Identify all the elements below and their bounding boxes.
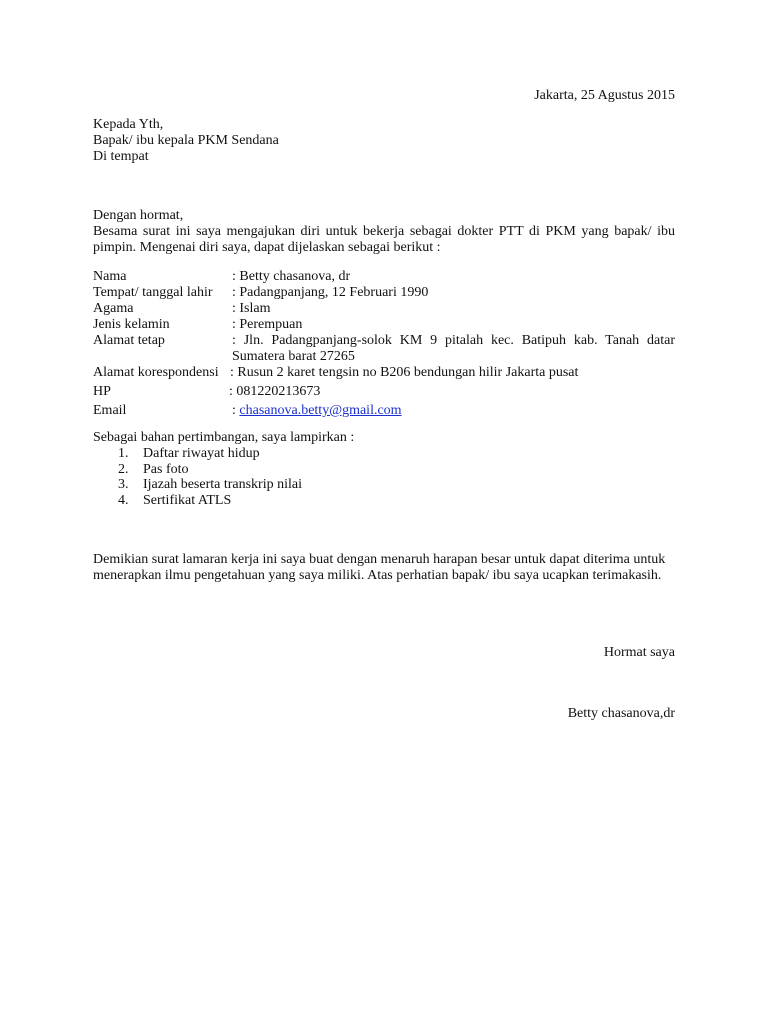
list-number: 3. (118, 477, 129, 492)
detail-row-address (93, 333, 675, 365)
list-number: 4. (118, 492, 129, 508)
attachments-list (93, 446, 354, 508)
detail-label: Alamat korespondensi (93, 365, 219, 380)
list-item (93, 493, 354, 509)
detail-label: Alamat tetap (93, 333, 165, 348)
email-link[interactable]: chasanova.betty@gmail.com (239, 403, 402, 418)
list-text: Sertifikat ATLS (143, 492, 232, 508)
detail-value (232, 403, 675, 419)
list-number: 1. (118, 446, 129, 461)
letter-date: Jakarta, 25 Agustus 2015 (534, 88, 675, 103)
list-text: Pas foto (143, 461, 189, 477)
detail-label: Nama (93, 269, 127, 284)
detail-row-religion (93, 301, 675, 317)
detail-row-name (93, 269, 675, 285)
detail-row-gender (93, 317, 675, 333)
closing-paragraph: Demikian surat lamaran kerja ini saya buat dengan menaruh harapan besar untuk dapat diterima untuk menerapkan ilmu pengetahuan yang saya miliki. Atas perhatian bapak/ ibu saya ucapkan terimakasih. (93, 552, 666, 583)
list-text: Ijazah beserta transkrip nilai (143, 477, 302, 492)
detail-value: : Islam (232, 301, 271, 316)
attachments-intro: Sebagai bahan pertimbangan, saya lampirkan : (93, 430, 355, 445)
detail-value: : 081220213673 (229, 384, 321, 399)
detail-label: Jenis kelamin (93, 317, 170, 332)
regards: Hormat saya (603, 645, 675, 660)
list-item (93, 446, 354, 462)
intro-paragraph: Besama surat ini saya mengajukan diri untuk bekerja sebagai dokter PTT di PKM yang bapak/ ibu pimpin. Mengenai diri saya, dapat dijelaskan sebagai berikut : (93, 224, 675, 255)
detail-label: Email (93, 403, 127, 418)
detail-label: HP (93, 384, 111, 399)
personal-details (93, 269, 675, 419)
detail-value: : Rusun 2 karet tengsin no B206 bendungan hilir Jakarta pusat (230, 365, 579, 380)
detail-value: : Padangpanjang, 12 Februari 1990 (232, 285, 429, 300)
detail-label: Tempat/ tanggal lahir (93, 285, 213, 300)
attachments-section (93, 430, 354, 508)
addressee-line: Di tempat (93, 149, 149, 164)
addressee-line: Bapak/ ibu kepala PKM Sendana (93, 133, 279, 148)
detail-row-correspondence (93, 365, 675, 381)
list-item (93, 462, 354, 478)
signature-name: Betty chasanova,dr (567, 706, 675, 721)
list-number: 2. (118, 461, 129, 477)
list-text: Daftar riwayat hidup (143, 446, 260, 461)
list-item (93, 477, 354, 493)
detail-row-email (93, 403, 675, 419)
salutation: Dengan hormat, (93, 208, 184, 223)
detail-row-birth (93, 285, 675, 301)
email-prefix: : (232, 403, 240, 418)
detail-row-phone (93, 384, 675, 400)
detail-label: Agama (93, 301, 134, 316)
addressee-block (93, 117, 279, 165)
detail-value: : Perempuan (232, 317, 303, 332)
addressee-line: Kepada Yth, (93, 117, 164, 132)
detail-value: : Jln. Padangpanjang-solok KM 9 pitalah kec. Batipuh kab. Tanah datar Sumatera barat 27265 (232, 333, 675, 364)
detail-value: : Betty chasanova, dr (232, 269, 351, 284)
